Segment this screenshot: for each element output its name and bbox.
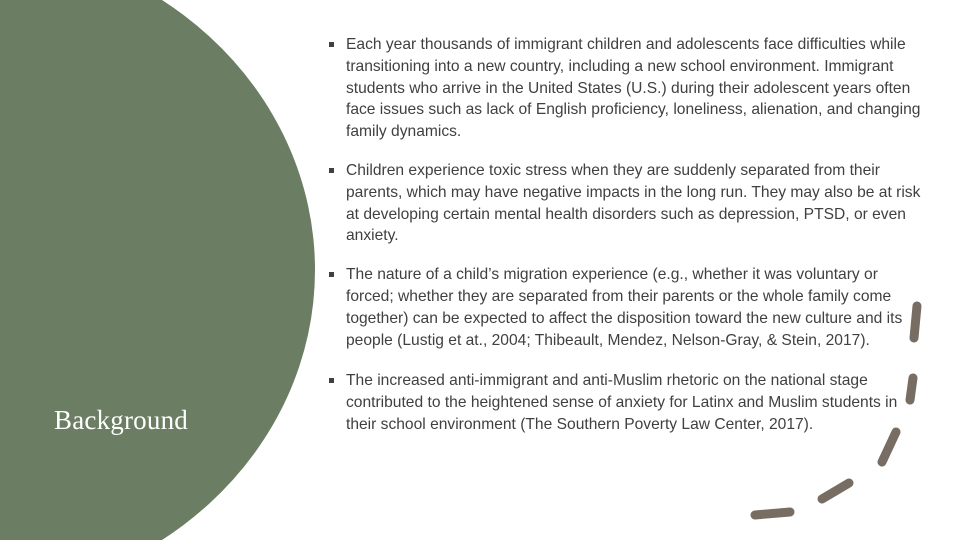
bullet-text: Children experience toxic stress when they are suddenly separated from their parents, which may have negative impacts in the long run. They may also be at risk at developing certain mental health disorders such as depression, PTSD, or even anxiety. <box>346 161 921 245</box>
dash-segment <box>755 512 790 515</box>
dash-segment <box>882 432 896 462</box>
bullet-text: The increased anti-immigrant and anti-Muslim rhetoric on the national stage contributed to the heightened sense of anxiety for Latinx and Muslim students in their school environment (The Southern Poverty Law Center, 2017). <box>346 372 898 433</box>
dash-segment <box>822 483 849 499</box>
dash-segment <box>910 378 913 400</box>
bullet-text: Each year thousands of immigrant children and adolescents face difficulties while transitioning into a new country, including a new school environment. Immigrant students who arrive in the United States (U.S.) during their adolescent years often face issues such as lack of English proficiency, loneliness, alienation, and changing family dynamics. <box>346 36 921 141</box>
bullet-text: The nature of a child’s migration experience (e.g., whether it was voluntary or forced; whether they are separated from their parents or the whole family come together) can be expected to affect the disposition toward the new culture and its people (Lustig et at., 2004; Thibeault, Mendez, Nelson-Gray, & Stein, 2017). <box>346 266 903 349</box>
dash-segment <box>914 306 917 338</box>
slide-title: Background <box>54 405 188 435</box>
